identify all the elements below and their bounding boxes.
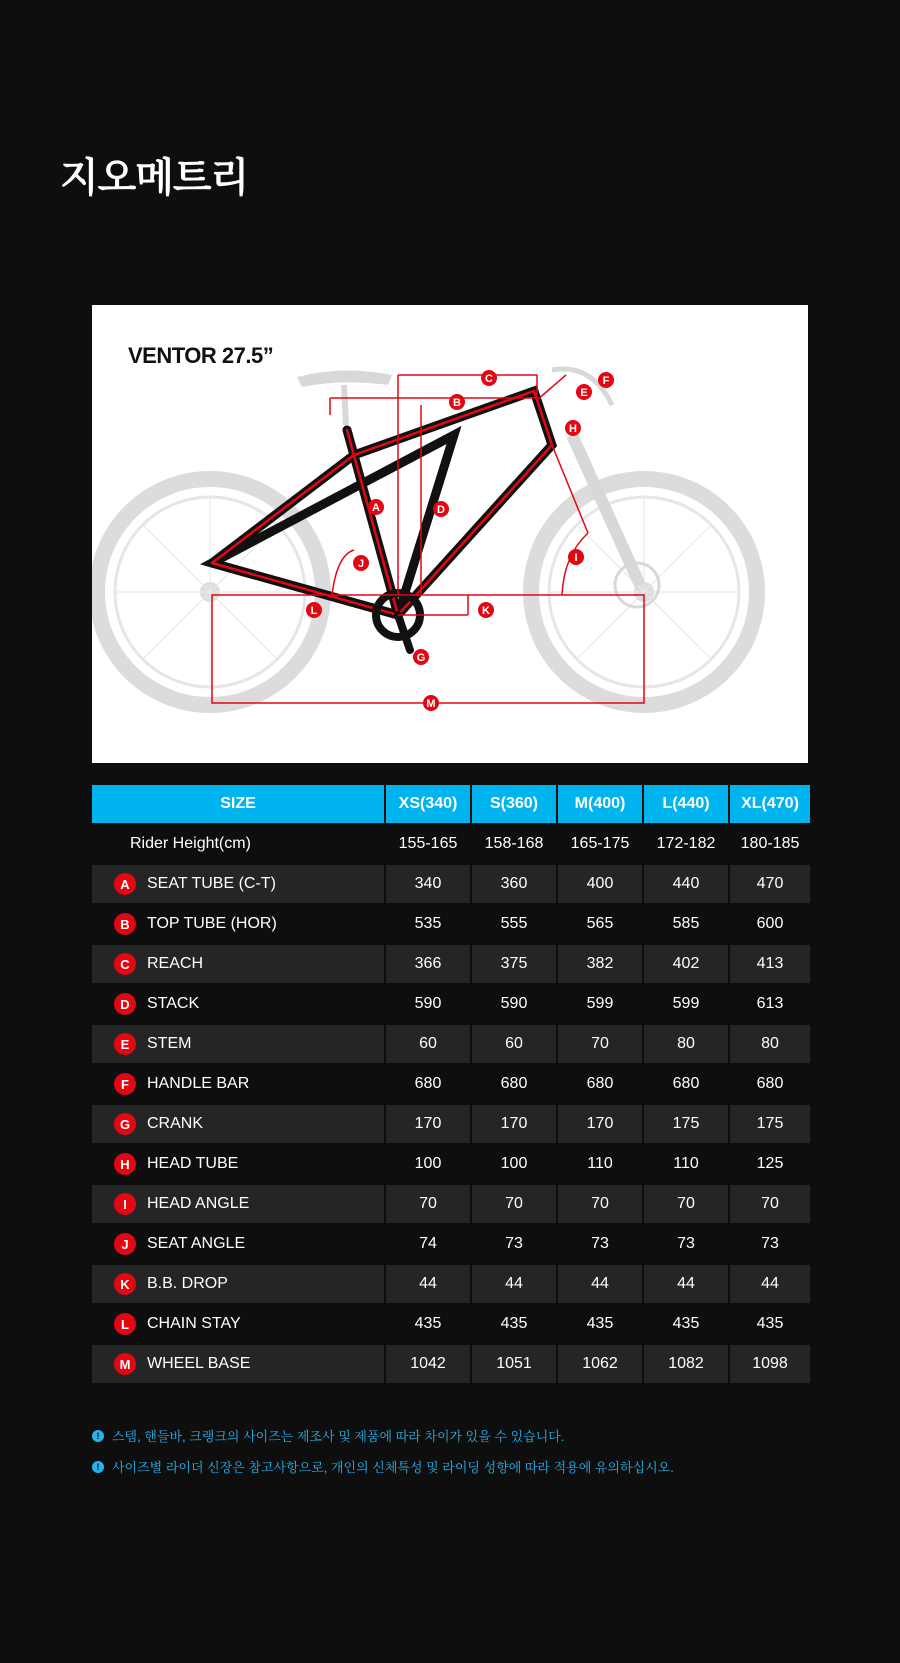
marker-m xyxy=(423,695,439,711)
table-cell: 435 xyxy=(644,1305,728,1345)
table-cell: 590 xyxy=(386,985,470,1025)
rider-height-label: Rider Height(cm) xyxy=(130,835,251,852)
table-row xyxy=(92,1345,810,1385)
size-header-xl: XL(470) xyxy=(730,785,810,825)
row-label: SEAT TUBE (C-T) xyxy=(147,875,276,892)
table-cell: 680 xyxy=(730,1065,810,1105)
size-header-m: M(400) xyxy=(558,785,642,825)
table-cell: 440 xyxy=(644,865,728,905)
table-cell: 585 xyxy=(644,905,728,945)
row-label: B.B. DROP xyxy=(147,1275,228,1292)
table-cell: 44 xyxy=(644,1265,728,1305)
marker-j xyxy=(353,555,369,571)
table-row xyxy=(92,1265,810,1305)
table-cell: 70 xyxy=(558,1185,642,1225)
row-label: STACK xyxy=(147,995,200,1012)
table-cell: 44 xyxy=(386,1265,470,1305)
table-cell: 44 xyxy=(730,1265,810,1305)
svg-text:G: G xyxy=(416,652,426,664)
table-cell: 680 xyxy=(386,1065,470,1105)
svg-text:L: L xyxy=(310,605,318,617)
table-cell: 366 xyxy=(386,945,470,985)
table-row xyxy=(92,1025,810,1065)
row-label: SEAT ANGLE xyxy=(147,1235,246,1252)
table-cell: 600 xyxy=(730,905,810,945)
table-cell: 70 xyxy=(558,1025,642,1065)
table-cell: 400 xyxy=(558,865,642,905)
row-letter-badge: E xyxy=(114,1033,136,1055)
size-header-s: S(360) xyxy=(472,785,556,825)
row-letter-badge: F xyxy=(114,1073,136,1095)
table-cell: 70 xyxy=(386,1185,470,1225)
row-label: STEM xyxy=(147,1035,192,1052)
svg-text:M: M xyxy=(426,698,436,710)
table-cell: 555 xyxy=(472,905,556,945)
table-cell: 680 xyxy=(558,1065,642,1105)
table-cell: 435 xyxy=(730,1305,810,1345)
table-row xyxy=(92,1105,810,1145)
row-label: CRANK xyxy=(147,1115,204,1132)
table-cell: 60 xyxy=(386,1025,470,1065)
marker-i xyxy=(568,549,584,565)
row-letter-badge: J xyxy=(114,1233,136,1255)
table-row xyxy=(92,865,810,905)
table-cell: 60 xyxy=(472,1025,556,1065)
table-cell: 680 xyxy=(472,1065,556,1105)
svg-text:C: C xyxy=(485,373,493,385)
table-cell: 382 xyxy=(558,945,642,985)
size-header: SIZE xyxy=(92,785,384,825)
table-cell: 80 xyxy=(644,1025,728,1065)
marker-d xyxy=(433,501,449,517)
table-cell: 565 xyxy=(558,905,642,945)
table-cell: 340 xyxy=(386,865,470,905)
table-row xyxy=(92,1065,810,1105)
table-cell: 1098 xyxy=(730,1345,810,1385)
note-text: 스템, 핸들바, 크랭크의 사이즈는 제조사 및 제품에 따라 차이가 있을 수 있습니다. xyxy=(112,1429,565,1444)
notes xyxy=(92,1420,674,1482)
table-cell: 599 xyxy=(644,985,728,1025)
table-cell: 170 xyxy=(386,1105,470,1145)
table-cell: 70 xyxy=(644,1185,728,1225)
table-cell: 73 xyxy=(558,1225,642,1265)
table-cell: 590 xyxy=(472,985,556,1025)
row-label: CHAIN STAY xyxy=(147,1315,241,1332)
row-label: REACH xyxy=(147,955,204,972)
table-cell: 100 xyxy=(386,1145,470,1185)
table-cell: 110 xyxy=(558,1145,642,1185)
size-header-l: L(440) xyxy=(644,785,728,825)
table-cell: 44 xyxy=(472,1265,556,1305)
bike-illustration xyxy=(92,305,808,763)
marker-k xyxy=(478,602,494,618)
marker-a xyxy=(368,499,384,515)
table-cell: 175 xyxy=(730,1105,810,1145)
table-cell: 613 xyxy=(730,985,810,1025)
table-cell: 110 xyxy=(644,1145,728,1185)
size-header-xs: XS(340) xyxy=(386,785,470,825)
svg-text:J: J xyxy=(357,558,365,570)
table-cell: 100 xyxy=(472,1145,556,1185)
table-cell: 80 xyxy=(730,1025,810,1065)
table-row xyxy=(92,1305,810,1345)
table-cell: 1082 xyxy=(644,1345,728,1385)
table-cell: 1062 xyxy=(558,1345,642,1385)
table-cell: 1042 xyxy=(386,1345,470,1385)
rider-value: 158-168 xyxy=(472,825,556,865)
table-cell: 175 xyxy=(644,1105,728,1145)
geometry-table xyxy=(90,785,812,1385)
table-cell: 170 xyxy=(558,1105,642,1145)
info-icon: ! xyxy=(92,1430,104,1442)
marker-h xyxy=(565,420,581,436)
rider-value: 172-182 xyxy=(644,825,728,865)
table-cell: 125 xyxy=(730,1145,810,1185)
table-cell: 74 xyxy=(386,1225,470,1265)
row-letter-badge: D xyxy=(114,993,136,1015)
table-cell: 435 xyxy=(558,1305,642,1345)
row-letter-badge: H xyxy=(114,1153,136,1175)
table-cell: 402 xyxy=(644,945,728,985)
marker-l xyxy=(306,602,322,618)
row-letter-badge: L xyxy=(114,1313,136,1335)
note-text: 사이즈별 라이더 신장은 참고사항으로, 개인의 신체특성 및 라이딩 성향에 따라 적용에 유의하십시오. xyxy=(112,1460,674,1475)
table-cell: 680 xyxy=(644,1065,728,1105)
table-cell: 413 xyxy=(730,945,810,985)
table-row xyxy=(92,985,810,1025)
table-cell: 535 xyxy=(386,905,470,945)
table-cell: 435 xyxy=(472,1305,556,1345)
table-cell: 470 xyxy=(730,865,810,905)
note-item xyxy=(92,1451,674,1482)
marker-g xyxy=(413,649,429,665)
svg-text:A: A xyxy=(372,502,380,514)
row-label: HEAD ANGLE xyxy=(147,1195,250,1212)
row-letter-badge: M xyxy=(114,1353,136,1375)
svg-text:E: E xyxy=(580,387,588,399)
geometry-diagram xyxy=(92,305,808,763)
row-label: WHEEL BASE xyxy=(147,1355,251,1372)
table-cell: 435 xyxy=(386,1305,470,1345)
table-row xyxy=(92,1185,810,1225)
table-cell: 375 xyxy=(472,945,556,985)
row-letter-badge: G xyxy=(114,1113,136,1135)
note-item xyxy=(92,1420,674,1451)
table-row xyxy=(92,1225,810,1265)
model-title: VENTOR 27.5” xyxy=(128,343,274,368)
row-letter-badge: A xyxy=(114,873,136,895)
rider-value: 165-175 xyxy=(558,825,642,865)
svg-text:K: K xyxy=(482,605,490,617)
svg-text:D: D xyxy=(437,504,445,516)
rider-value: 180-185 xyxy=(730,825,810,865)
table-cell: 73 xyxy=(644,1225,728,1265)
page-title: 지오메트리 xyxy=(60,156,249,200)
table-cell: 599 xyxy=(558,985,642,1025)
table-cell: 73 xyxy=(472,1225,556,1265)
table-cell: 73 xyxy=(730,1225,810,1265)
marker-e xyxy=(576,384,592,400)
table-row xyxy=(92,905,810,945)
table-cell: 170 xyxy=(472,1105,556,1145)
svg-text:F: F xyxy=(602,375,610,387)
table-cell: 44 xyxy=(558,1265,642,1305)
marker-b xyxy=(449,394,465,410)
table-row xyxy=(92,1145,810,1185)
table-cell: 70 xyxy=(472,1185,556,1225)
table-cell: 1051 xyxy=(472,1345,556,1385)
row-letter-badge: I xyxy=(114,1193,136,1215)
row-letter-badge: C xyxy=(114,953,136,975)
row-label: TOP TUBE (HOR) xyxy=(147,915,277,932)
info-icon: ! xyxy=(92,1461,104,1473)
marker-f xyxy=(598,372,614,388)
rider-value: 155-165 xyxy=(386,825,470,865)
table-cell: 70 xyxy=(730,1185,810,1225)
table-cell: 360 xyxy=(472,865,556,905)
svg-text:B: B xyxy=(453,397,461,409)
svg-text:H: H xyxy=(569,423,577,435)
table-header-row xyxy=(92,785,810,825)
svg-text:I: I xyxy=(574,552,578,564)
row-label: HEAD TUBE xyxy=(147,1155,239,1172)
rider-height-row xyxy=(92,825,810,865)
row-label: HANDLE BAR xyxy=(147,1075,250,1092)
table-row xyxy=(92,945,810,985)
row-letter-badge: B xyxy=(114,913,136,935)
marker-c xyxy=(481,370,497,386)
row-letter-badge: K xyxy=(114,1273,136,1295)
